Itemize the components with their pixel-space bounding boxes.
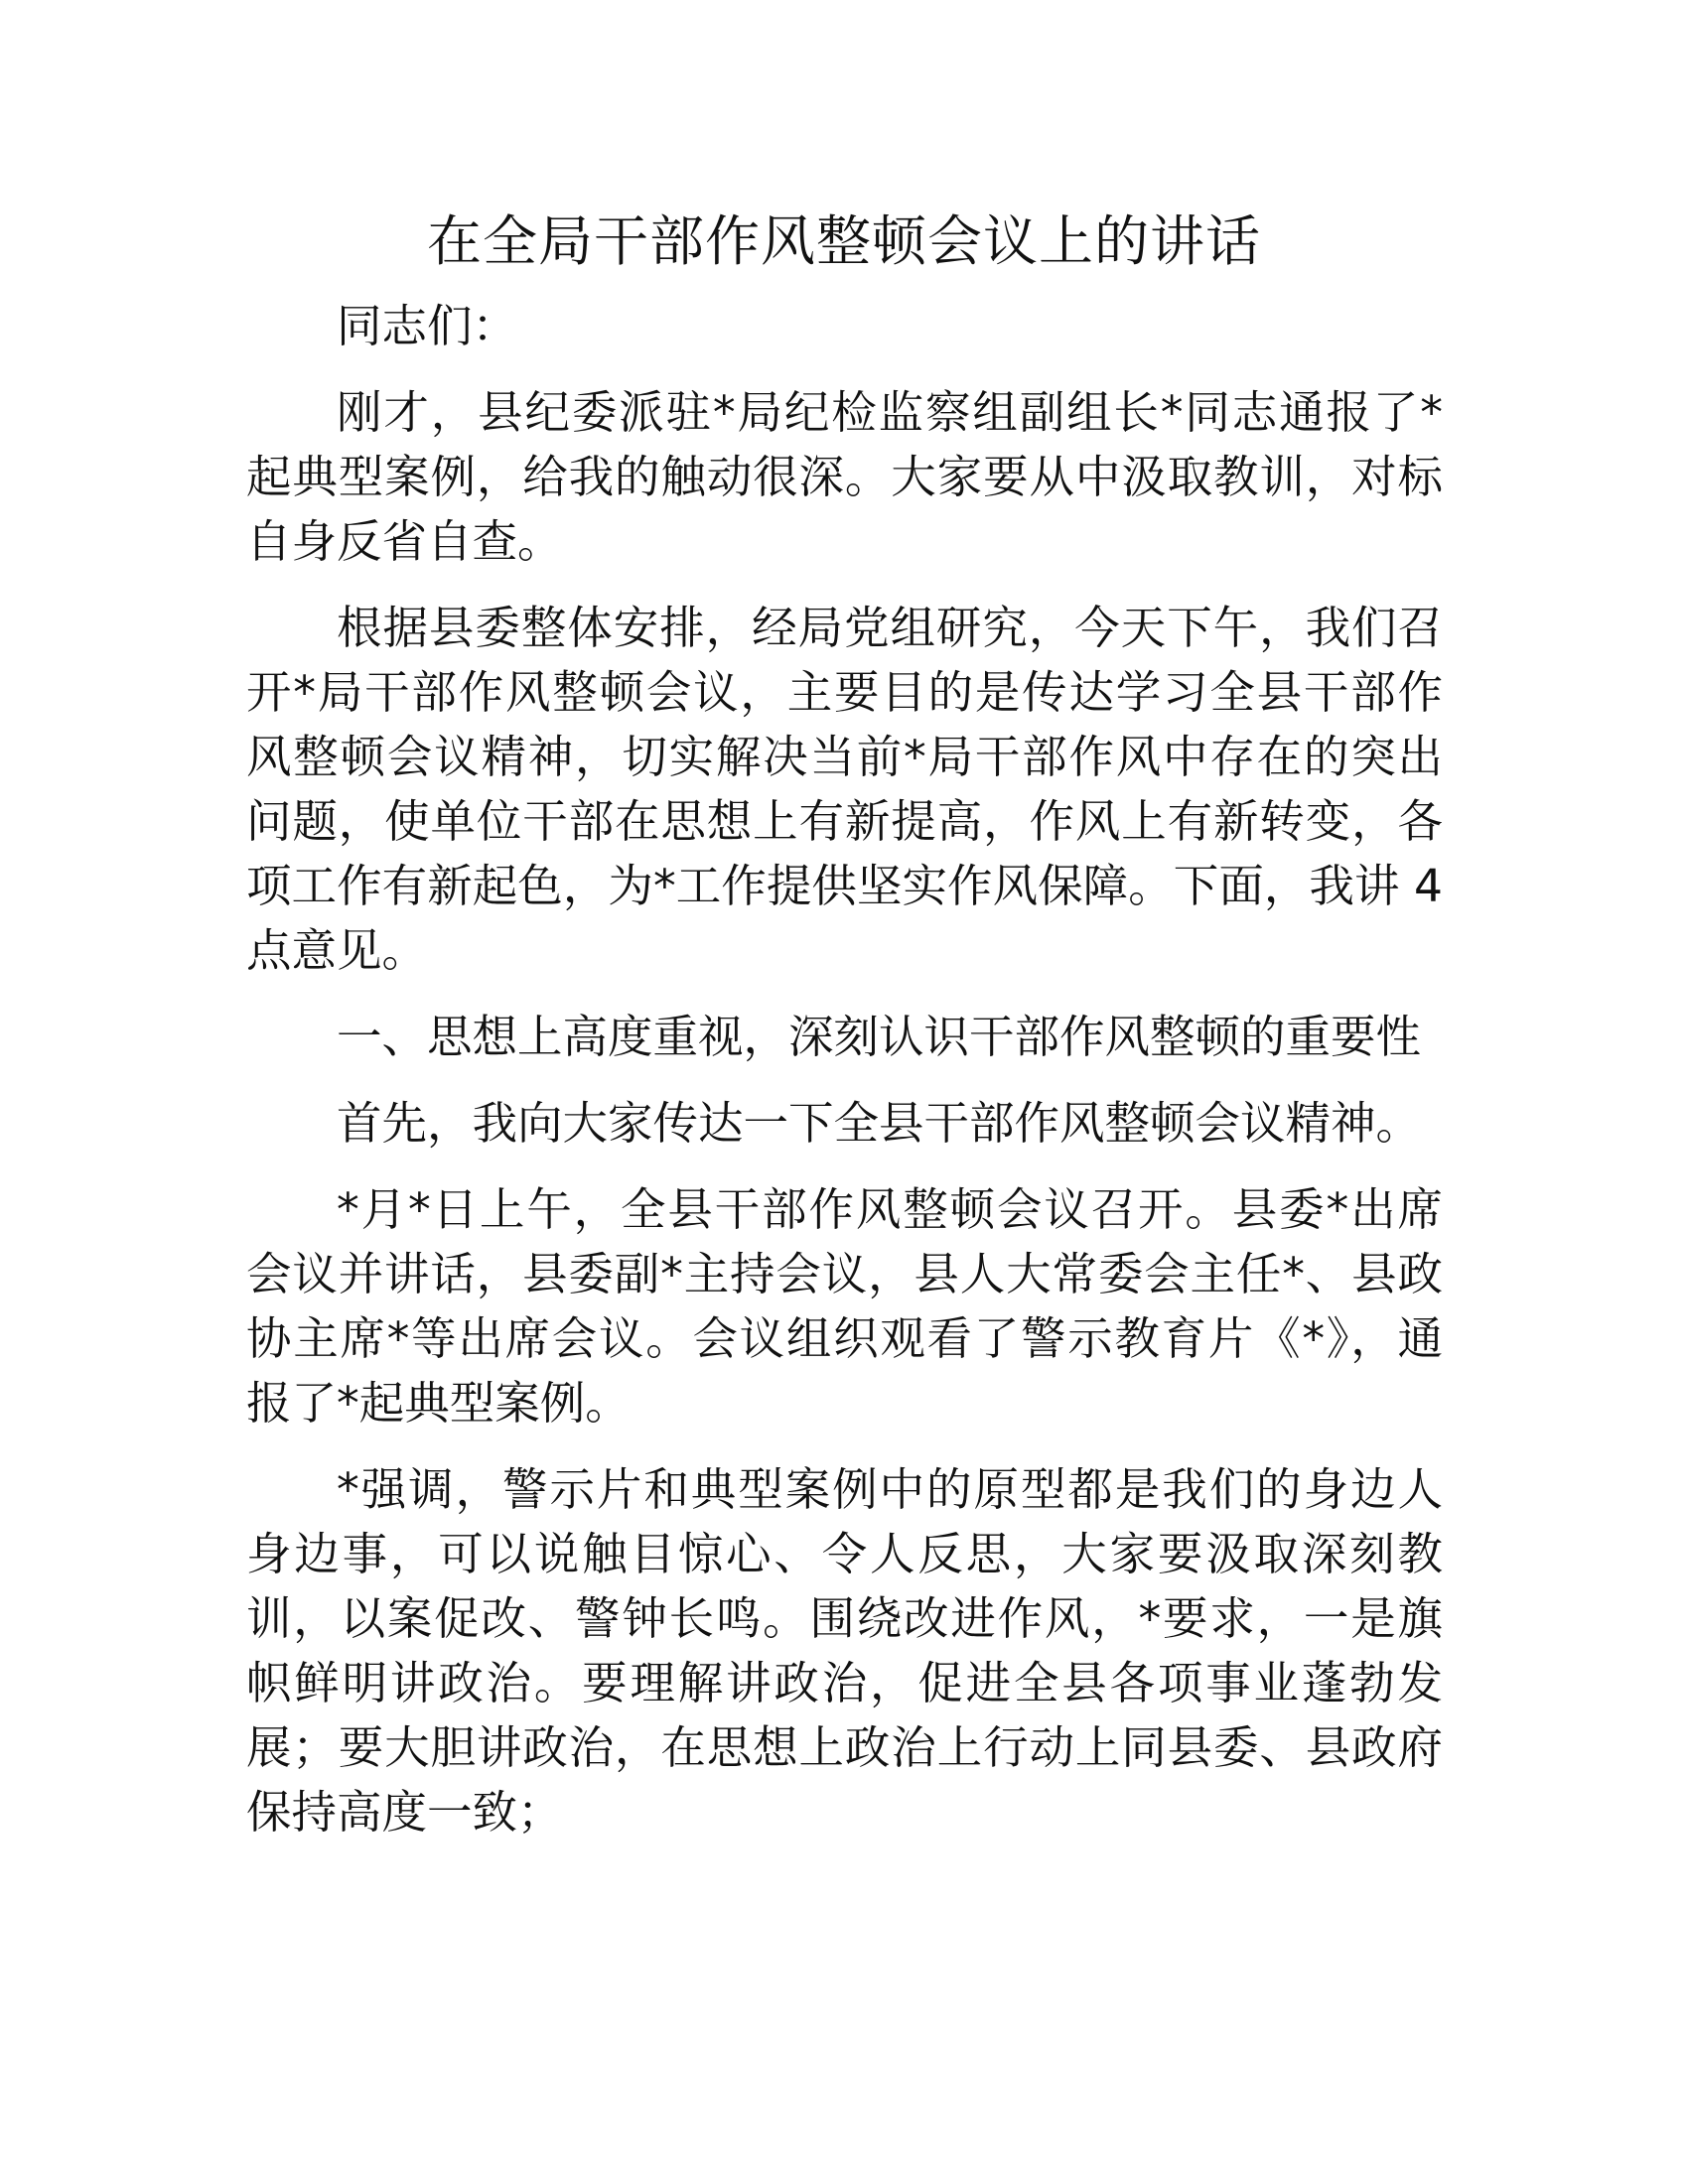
- body-paragraph: *强调，警示片和典型案例中的原型都是我们的身边人身边事，可以说触目惊心、令人反思，大家要汲取深刻教训，以案促改、警钟长鸣。围绕改进作风，*要求，一是旗帜鲜明讲政治。要理解讲政治，促进全县各项事业蓬勃发展；要大胆讲政治，在思想上政治上行动上同县委、县政府保持高度一致；: [246, 1463, 1443, 1839]
- greeting-paragraph: 同志们：: [337, 300, 518, 352]
- body-paragraph: 根据县委整体安排，经局党组研究，今天下午，我们召开*局干部作风整顿会议，主要目的是传达学习全县干部作风整顿会议精神，切实解决当前*局干部作风中存在的突出问题，使单位干部在思想上有新提高，作风上有新转变，各项工作有新起色，为*工作提供坚实作风保障。下面，我讲 4 点意见。: [246, 602, 1443, 977]
- body-paragraph: 刚才，县纪委派驻*局纪检监察组副组长*同志通报了*起典型案例，给我的触动很深。大家要从中汲取教训，对标自身反省自查。: [246, 386, 1443, 568]
- section-heading: 一、思想上高度重视，深刻认识干部作风整顿的重要性: [337, 1011, 1422, 1063]
- body-paragraph: *月*日上午，全县干部作风整顿会议召开。县委*出席会议并讲话，县委副*主持会议，县人大常委会主任*、县政协主席*等出席会议。会议组织观看了警示教育片《*》，通报了*起典型案例。: [246, 1183, 1443, 1430]
- document-body: [246, 294, 1443, 1866]
- body-paragraph: 首先，我向大家传达一下全县干部作风整顿会议精神。: [337, 1097, 1422, 1150]
- document-title: 在全局干部作风整顿会议上的讲话: [426, 209, 1261, 273]
